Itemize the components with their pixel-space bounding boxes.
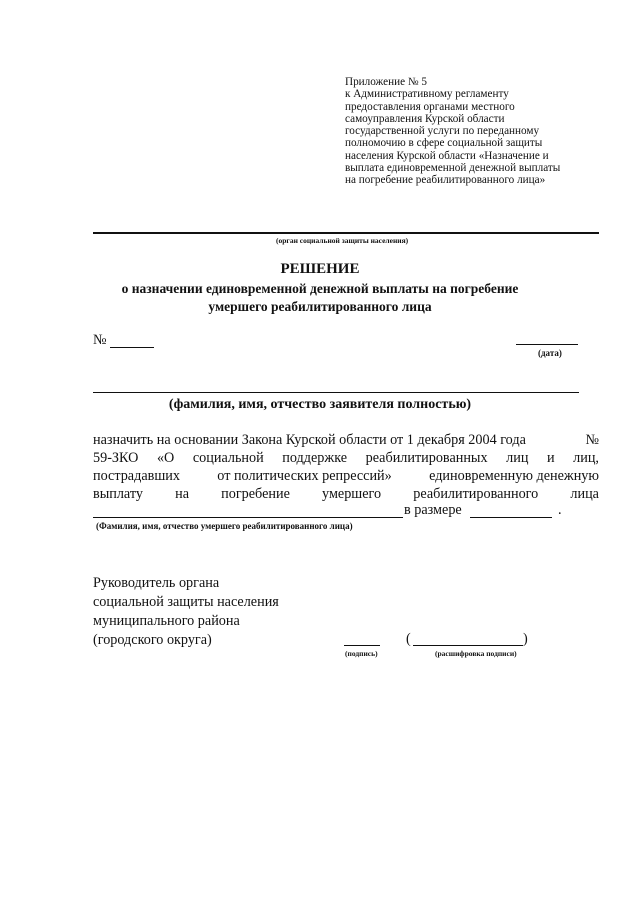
body-word: от политических репрессий» <box>217 468 392 484</box>
organ-caption: (орган социальной защиты населения) <box>276 236 409 245</box>
body-word: и <box>546 450 555 466</box>
number-line <box>110 347 154 348</box>
signatory-block <box>93 574 279 650</box>
body-word: умершего <box>322 486 382 502</box>
body-word: «О <box>156 450 175 466</box>
date-line <box>516 344 578 345</box>
body-word: назначить на основании Закона Курской области от 1 декабря 2004 года <box>93 432 526 448</box>
body-word: поддержке <box>282 450 348 466</box>
signatory-line: социальной защиты населения <box>93 594 279 610</box>
annex-line: самоуправления Курской области <box>345 112 505 125</box>
body-word: лиц, <box>573 450 599 466</box>
date-caption: (дата) <box>538 348 562 358</box>
body-row-1 <box>93 432 599 449</box>
body-row-4 <box>93 486 599 503</box>
applicant-line <box>93 392 579 393</box>
annex-line: Приложение № 5 <box>345 76 427 88</box>
paren-close: ) <box>523 631 528 647</box>
decode-line <box>413 645 523 646</box>
body-word: реабилитированных <box>365 450 488 466</box>
body-row-2 <box>93 450 599 467</box>
annex-line: полномочию в сфере социальной защиты <box>345 137 543 150</box>
signatory-line: (городского округа) <box>93 632 212 648</box>
body-word: лиц <box>506 450 529 466</box>
body-word: единовременную денежную <box>429 468 599 484</box>
end-dot: . <box>558 502 562 518</box>
amount-line <box>470 517 552 518</box>
signatory-line: муниципального района <box>93 613 240 629</box>
body-word: на <box>175 486 189 502</box>
signatory-line: Руководитель органа <box>93 575 220 591</box>
annex-line: предоставления органами местного <box>345 100 515 113</box>
annex-line: населения Курской области «Назначение и <box>345 149 549 162</box>
signature-line <box>344 645 380 646</box>
body-word: № <box>585 432 599 448</box>
paren-open: ( <box>406 631 411 647</box>
applicant-caption: (фамилия, имя, отчество заявителя полностью) <box>168 397 472 412</box>
document-subtitle-line-2: умершего реабилитированного лица <box>208 299 432 314</box>
signature-caption: (подпись) <box>345 649 378 658</box>
body-word: выплату <box>93 486 143 502</box>
annex-line: на погребение реабилитированного лица» <box>345 174 546 187</box>
annex-block <box>345 76 585 187</box>
organ-line <box>93 232 599 234</box>
document-subtitle-line-1: о назначении единовременной денежной выплаты на погребение <box>121 281 519 296</box>
body-word: социальной <box>192 450 264 466</box>
deceased-name-line <box>93 517 403 518</box>
body-row-3 <box>93 468 599 485</box>
body-word: погребение <box>221 486 290 502</box>
decode-caption: (расшифровка подписи) <box>435 649 517 658</box>
annex-line: к Административному регламенту <box>345 88 509 101</box>
deceased-caption: (Фамилия, имя, отчество умершего реабилитированного лица) <box>96 521 353 531</box>
body-word: лица <box>570 486 599 502</box>
body-word: реабилитированного <box>413 486 539 502</box>
annex-line: государственной услуги по переданному <box>345 125 540 138</box>
amount-label: в размере <box>404 502 462 518</box>
body-word: 59-ЗКО <box>93 450 139 466</box>
body-word: пострадавших <box>93 468 180 484</box>
number-label: № <box>93 332 107 348</box>
document-title: РЕШЕНИЕ <box>280 261 360 277</box>
annex-line: выплата единовременной денежной выплаты <box>345 162 561 175</box>
